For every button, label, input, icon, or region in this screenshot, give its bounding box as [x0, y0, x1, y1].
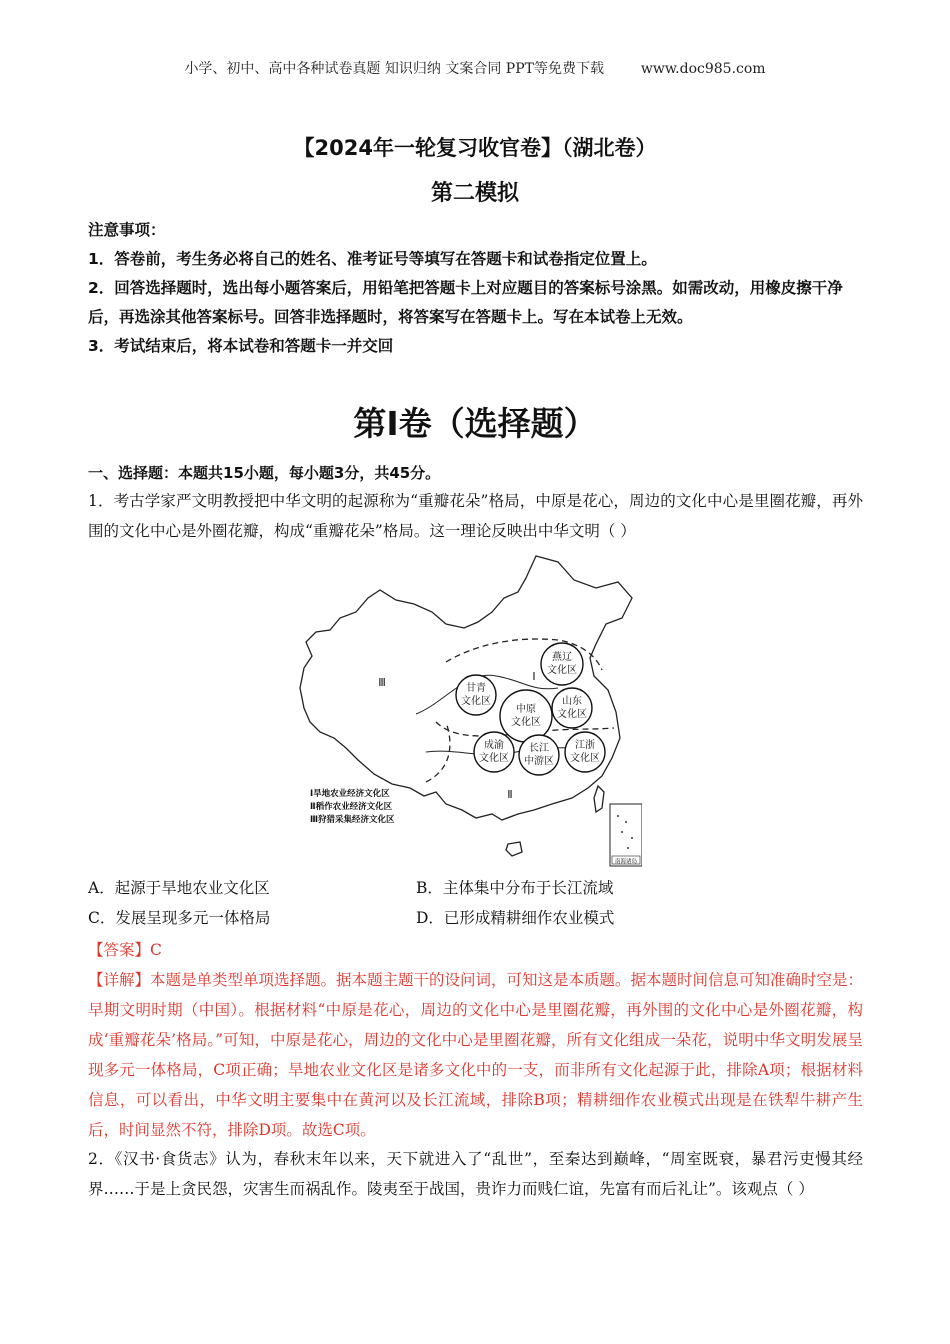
circle-yanliao — [541, 643, 583, 685]
legend-item: Ⅱ稻作农业经济文化区 — [310, 802, 393, 812]
option-c[interactable]: C．发展呈现多元一体格局 — [88, 909, 271, 927]
label-changjiang-2: 中游区 — [524, 756, 554, 767]
note-item: 2．回答选择题时，选出每小题答案后，用铅笔把答题卡上对应题目的答案标号涂黑。如需改动，用橡皮擦干净后，再选涂其他答案标号。回答非选择题时，将答案写在答题卡上。写在本试卷上无效。 — [88, 279, 843, 326]
zone-label-1: Ⅰ — [532, 670, 536, 683]
notes-heading: 注意事项： — [88, 221, 166, 239]
page-header — [0, 58, 950, 78]
label-ganqing-2: 文化区 — [461, 696, 491, 707]
option-d[interactable]: D．已形成精耕细作农业模式 — [416, 909, 615, 927]
label-zhongyuan-2: 文化区 — [511, 717, 541, 728]
label-jiangzhe-1: 江浙 — [575, 740, 595, 751]
section-heading: 一、选择题：本题共15小题，每小题3分，共45分。 — [88, 464, 441, 482]
china-culture-map — [296, 552, 642, 868]
q1-answer: 【答案】C — [88, 941, 162, 959]
question-1-stem — [88, 486, 863, 546]
option-a[interactable]: A．起源于旱地农业文化区 — [88, 879, 270, 897]
circle-chengyu — [474, 732, 514, 772]
label-chengyu-2: 文化区 — [479, 753, 509, 764]
label-shandong-2: 文化区 — [557, 709, 587, 720]
label-shandong-1: 山东 — [562, 696, 582, 707]
label-changjiang-1: 长江 — [529, 743, 549, 754]
header-text: 小学、初中、高中各种试卷真题 知识归纳 文案合同 PPT等免费下载 — [184, 61, 604, 77]
note-item: 3．考试结束后，将本试卷和答题卡一并交回 — [88, 337, 394, 355]
note-item: 1．答卷前，考生务必将自己的姓名、准考证号等填写在答题卡和试卷指定位置上。 — [88, 250, 657, 268]
question-2-stem — [88, 1144, 863, 1204]
circle-shandong — [552, 688, 592, 728]
taiwan-island — [594, 786, 604, 812]
circle-jiangzhe — [565, 732, 605, 772]
q1-stem-text: 1．考古学家严文明教授把中华文明的起源称为“重瓣花朵”格局，中原是花心，周边的文化中心是里圈花瓣，再外围的文化中心是外圈花瓣，构成“重瓣花朵”格局。这一理论反映出中华文明（ ） — [88, 492, 863, 540]
notes-block — [88, 216, 868, 361]
circle-ganqing — [456, 675, 496, 715]
q1-answer-block — [88, 935, 863, 1145]
exam-title: 【2024年一轮复习收官卷】（湖北卷） — [293, 136, 657, 160]
legend-item: Ⅲ狩猎采集经济文化区 — [310, 815, 395, 825]
label-zhongyuan-1: 中原 — [516, 704, 536, 715]
label-yanliao-1: 燕辽 — [552, 652, 572, 663]
label-chengyu-1: 成渝 — [484, 740, 504, 751]
q1-explanation: 【详解】本题是单类型单项选择题。据本题主题干的设问词，可知这是本质题。据本题时间信息可知准确时空是：早期文明时期（中国）。根据材料“中原是花心，周边的文化中心是里圈花瓣，再外围的文化中心是外圈花瓣，构成‘重瓣花朵’格局。”可知，中原是花心，周边的文化中心是里圈花瓣，所有文化组成一朵花，说明中华文明发展呈现多元一体格局，C项正确；旱地农业文化区是诸多文化中的一支，而非所有文化起源于此，排除A项；根据材料信息，可以看出，中华文明主要集中在黄河以及长江流域，排除B项；精耕细作农业模式出现是在铁犁牛耕产生后，时间显然不符，排除D项。故选C项。 — [88, 971, 864, 1139]
option-b[interactable]: B．主体集中分布于长江流域 — [416, 879, 614, 897]
exam-subtitle: 第二模拟 — [430, 181, 519, 206]
header-url[interactable]: www.doc985.com — [640, 61, 766, 77]
legend-item: Ⅰ旱地农业经济文化区 — [310, 789, 390, 799]
hainan-island — [506, 842, 522, 856]
zone-label-3: Ⅲ — [378, 676, 386, 689]
volume-title: 第Ⅰ卷（选择题） — [353, 404, 597, 443]
q2-stem-text: 2．《汉书·食货志》认为，春秋末年以来，天下就进入了“乱世”，至秦达到巅峰，“周室既衰，暴君污吏慢其经界……于是上贪民怨，灾害生而祸乱作。陵夷至于战国，贵诈力而贱仁谊，先富有而后礼让”。该观点（ ） — [88, 1150, 863, 1198]
circle-zhongyuan — [500, 690, 552, 742]
label-ganqing-1: 甘青 — [466, 683, 486, 694]
circle-changjiang — [519, 735, 559, 775]
label-jiangzhe-2: 文化区 — [570, 753, 600, 764]
label-yanliao-2: 文化区 — [547, 665, 577, 676]
zone-label-2: Ⅱ — [507, 788, 513, 801]
inset-label: 南海诸岛 — [614, 859, 638, 865]
